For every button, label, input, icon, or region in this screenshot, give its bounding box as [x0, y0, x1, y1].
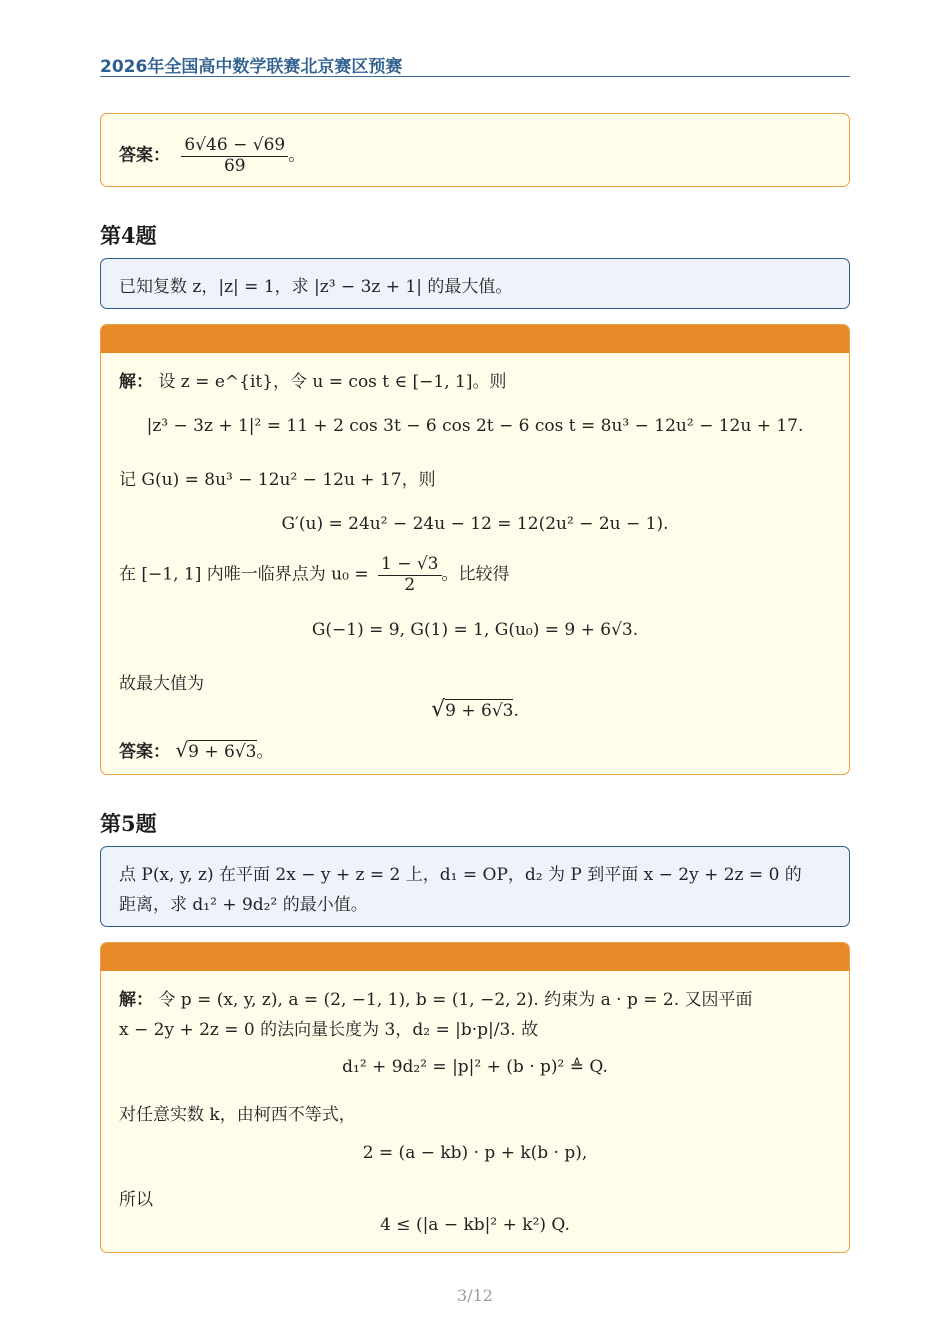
- p4-equation-4: [101, 697, 849, 722]
- previous-answer-line: [119, 136, 305, 176]
- p4-max-radicand: 9 + 6√3: [445, 701, 514, 721]
- p5-equation-1: d₁² + 9d₂² = |p|² + (b · p)² ≜ Q.: [342, 1057, 608, 1077]
- p4-solution-line-2: 记 G(u) = 8u³ − 12u² − 12u + 17，则: [119, 470, 436, 490]
- p4-critical-point-denominator: 2: [404, 574, 416, 595]
- p4-solution-line-1-text: 设 z = e^{it}，令 u = cos t ∈ [−1, 1]。则: [158, 372, 507, 392]
- p5-solution-line-1-text: 令 p = (x, y, z), a = (2, −1, 1), b = (1, −2, 2). 约束为 a · p = 2. 又因平面: [158, 990, 753, 1010]
- p4-answer-suffix: 。: [256, 742, 274, 762]
- solution-header-bar: [101, 325, 849, 353]
- problem-5-solution-box: [100, 942, 850, 1253]
- problem-5-statement-line-1: 点 P(x, y, z) 在平面 2x − y + z = 2 上，d₁ = OP，d₂ 为 P 到平面 x − 2y + 2z = 0 的: [119, 865, 802, 885]
- p4-answer-radicand: 9 + 6√3: [188, 742, 257, 762]
- p4-critical-point-numerator: 1 − √3: [378, 555, 442, 576]
- p4-equation-2: G′(u) = 24u² − 24u − 12 = 12(2u² − 2u − 1).: [281, 514, 669, 534]
- previous-answer-fraction: [181, 136, 288, 176]
- page-header: [100, 50, 850, 77]
- p5-solution-line-3: 对任意实数 k，由柯西不等式，: [119, 1105, 356, 1125]
- previous-answer-box: [100, 113, 850, 187]
- problem-5-statement-box: [100, 846, 850, 927]
- p4-equation-1: |z³ − 3z + 1|² = 11 + 2 cos 3t − 6 cos 2t − 6 cos t = 8u³ − 12u² − 12u + 17.: [146, 416, 804, 436]
- previous-answer-numerator: 6√46 − √69: [181, 136, 288, 157]
- p4-max-radical-sign: √: [431, 697, 446, 722]
- problem-4-title: 第4题: [100, 223, 157, 248]
- p4-answer-line: [119, 737, 274, 762]
- problem-4-statement: 已知复数 z，|z| = 1，求 |z³ − 3z + 1| 的最大值。: [119, 277, 513, 297]
- p4-solution-line-3: [119, 555, 510, 595]
- solution-header-bar: [101, 943, 849, 971]
- p5-solution-line-1: [119, 985, 753, 1010]
- p5-solution-line-4: 所以: [119, 1190, 153, 1210]
- previous-answer-denominator: 69: [223, 155, 246, 176]
- problem-4-statement-box: [100, 258, 850, 309]
- p4-critical-point-suffix: 。比较得: [441, 564, 510, 585]
- p4-max-end: .: [513, 701, 519, 721]
- p5-equation-2: 2 = (a − kb) · p + k(b · p),: [362, 1143, 588, 1163]
- problem-5-title: 第5题: [100, 811, 157, 836]
- p5-solution-label: 解：: [119, 990, 153, 1010]
- p4-critical-point-fraction: [378, 555, 442, 595]
- page-number: 3/12: [457, 1286, 493, 1305]
- p4-answer-label: 答案：: [119, 742, 170, 762]
- problem-4-solution-box: [100, 324, 850, 775]
- p4-solution-line-1: [119, 367, 506, 392]
- p5-equation-3: 4 ≤ (|a − kb|² + k²) Q.: [380, 1215, 570, 1235]
- previous-answer-label: 答案：: [119, 145, 170, 166]
- p4-critical-point-prefix: 在 [−1, 1] 内唯一临界点为 u₀ =: [119, 564, 369, 585]
- p4-answer-radical-sign: √: [175, 738, 189, 762]
- p5-solution-line-2: x − 2y + 2z = 0 的法向量长度为 3，d₂ = |b·p|/3. 故: [119, 1020, 539, 1040]
- p4-equation-3: G(−1) = 9, G(1) = 1, G(u₀) = 9 + 6√3.: [311, 620, 639, 640]
- problem-5-statement-line-2: 距离，求 d₁² + 9d₂² 的最小值。: [119, 895, 368, 915]
- p4-solution-label: 解：: [119, 372, 153, 392]
- p4-solution-line-4: 故最大值为: [119, 674, 204, 694]
- previous-answer-suffix: 。: [288, 145, 306, 166]
- header-title: 2026年全国高中数学联赛北京赛区预赛: [100, 57, 403, 77]
